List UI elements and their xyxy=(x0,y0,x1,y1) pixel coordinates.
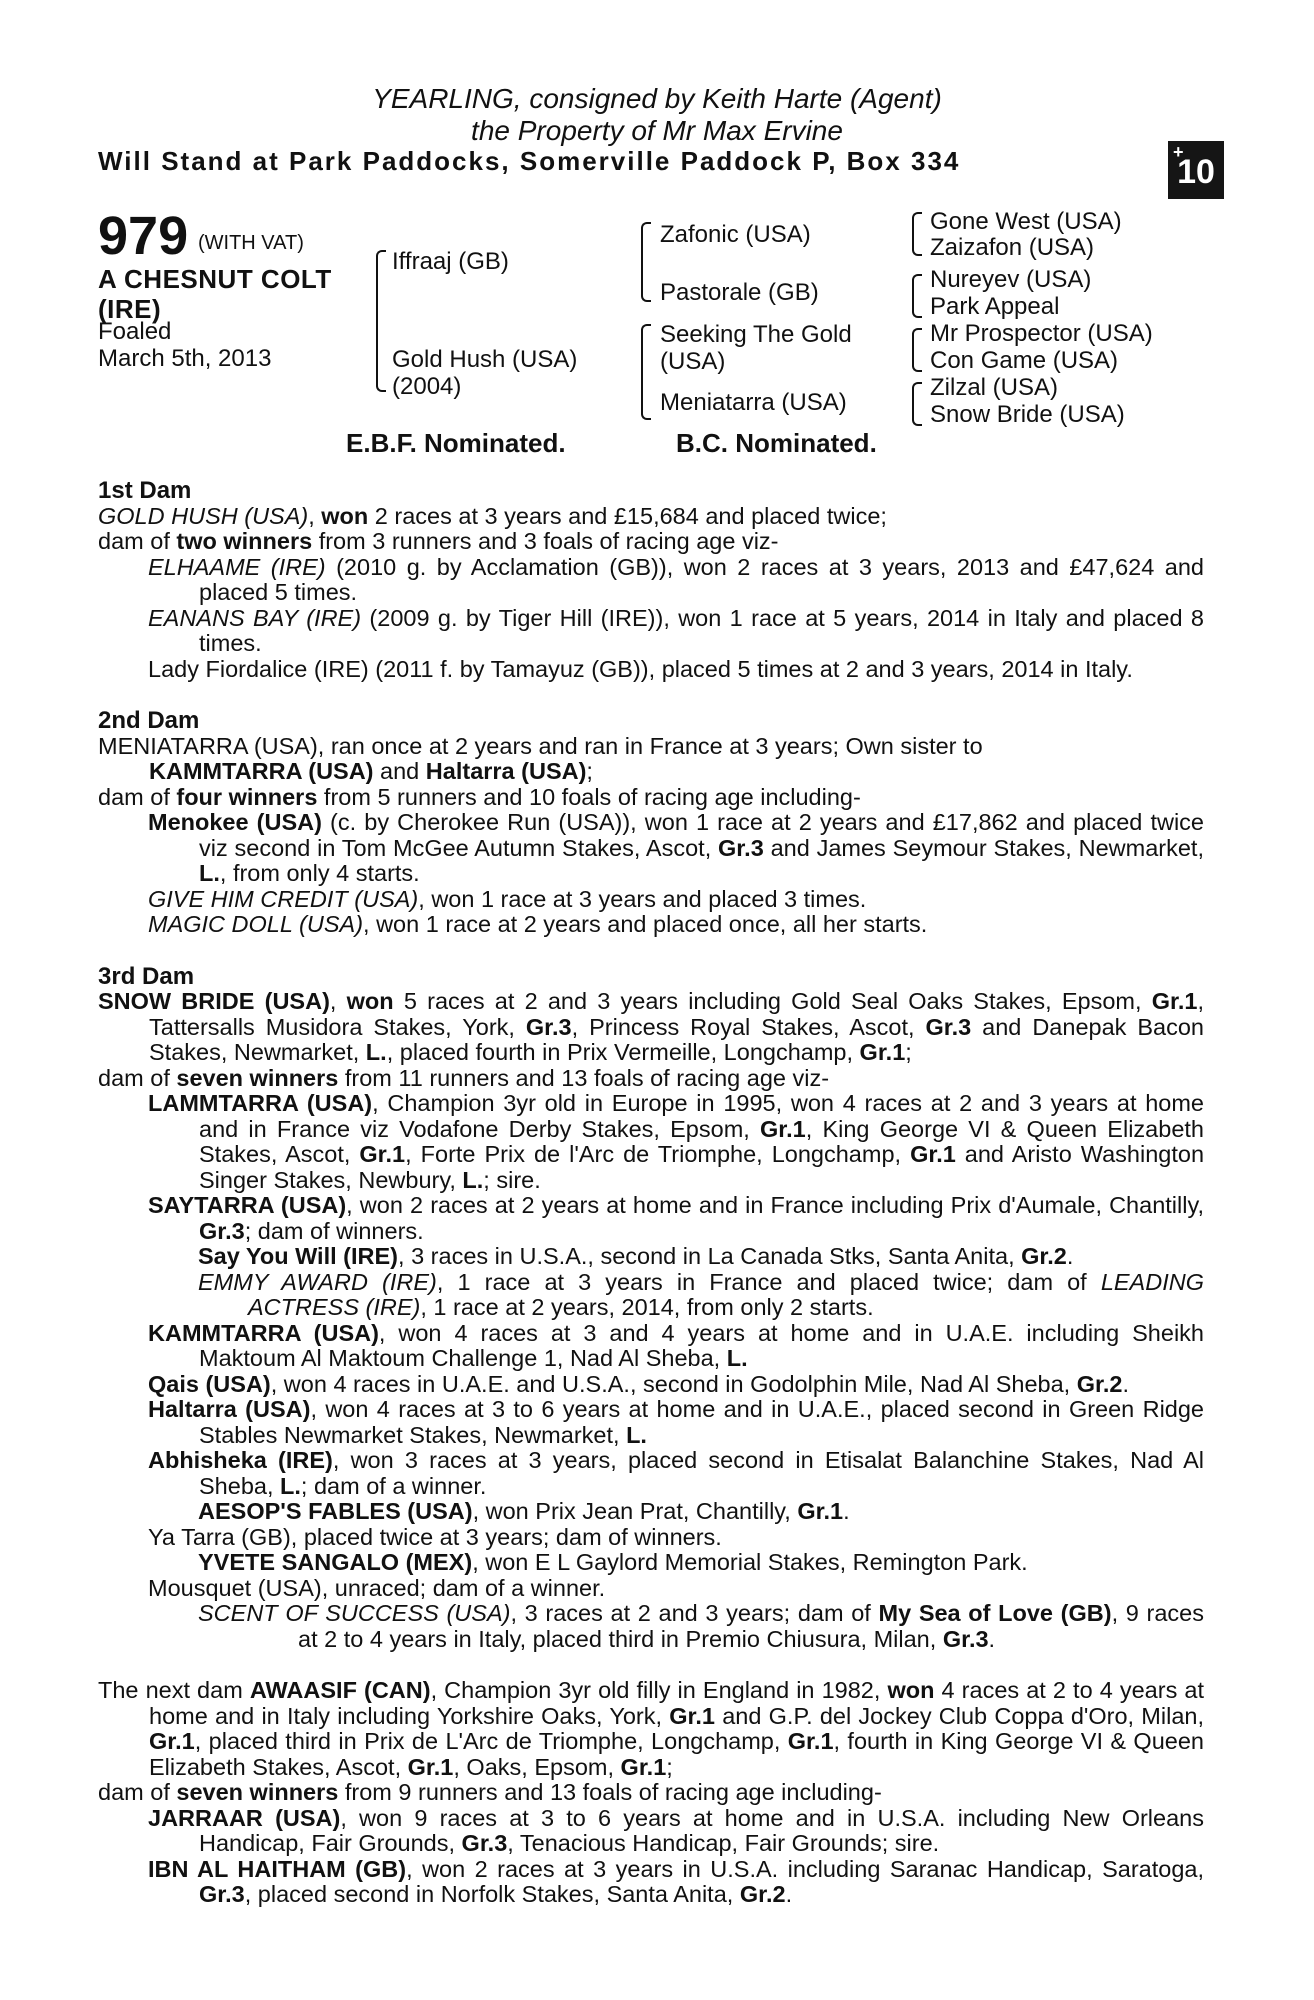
horse-name: SNOW BRIDE (USA) xyxy=(98,988,330,1014)
first-dam-record: 2 races at 3 years and £15,684 and placed twice; xyxy=(368,502,887,529)
text: , 1 race at 2 years, 2014, from only 2 starts. xyxy=(420,1294,874,1320)
text: . xyxy=(988,1625,996,1652)
ped-dss: Mr Prospector (USA) xyxy=(930,320,1153,347)
grade: Gr.3 xyxy=(718,834,764,861)
winners-count: seven winners xyxy=(176,1779,339,1805)
text: , Oaks, Epsom, xyxy=(453,1753,621,1780)
ped-dam-line1: Gold Hush (USA) xyxy=(392,346,578,373)
lot-desc-line1: A CHESNUT COLT xyxy=(98,264,332,294)
text: . xyxy=(1122,1370,1129,1397)
text: and Aristo Washington Singer Stakes, Newbury, xyxy=(199,1141,1205,1193)
text: (c. by Cherokee Run (USA)), won 1 race at 2 years and £17,862 and placed twice viz second in Tom McGee Autumn Stakes, Ascot, xyxy=(199,809,1204,861)
brace-dd xyxy=(912,382,922,426)
text: , Forte Prix de l'Arc de Triomphe, Longchamp, xyxy=(405,1141,911,1167)
horse-name: Qais (USA) xyxy=(148,1370,271,1397)
horse-name: SAYTARRA (USA) xyxy=(148,1192,347,1218)
horse-name: AESOP'S FABLES (USA) xyxy=(198,1498,473,1524)
ped-dam-dam: Meniatarra (USA) xyxy=(660,389,847,416)
text: , from only 4 starts. xyxy=(219,860,420,886)
horse-name: My Sea of Love (GB) xyxy=(878,1600,1112,1626)
ped-ddd: Snow Bride (USA) xyxy=(930,401,1125,428)
ped-dam-line2: (2004) xyxy=(392,373,462,400)
text: , Princess Royal Stakes, Ascot, xyxy=(571,1013,926,1040)
text: , won 4 races in U.A.E. and U.S.A., second in Godolphin Mile, Nad Al Sheba, xyxy=(270,1370,1077,1397)
text: . xyxy=(785,1881,793,1907)
winners-count: four winners xyxy=(176,783,318,810)
text: , 1 race at 3 years in France and placed twice; dam of xyxy=(436,1268,1101,1295)
grade: Gr.3 xyxy=(525,1013,572,1040)
text: , won 4 races at 3 and 4 years at home and in U.A.E. including Sheikh Maktoum Al Maktoum Challenge 1, Nad Al Sheba, xyxy=(199,1319,1204,1371)
brace-sd xyxy=(912,274,922,318)
winners-count: seven winners xyxy=(176,1064,339,1091)
horse-name: Say You Will (IRE) xyxy=(198,1243,399,1269)
horse-record: Ya Tarra (GB), placed twice at 3 years; dam of winners. xyxy=(148,1523,722,1550)
text: ; dam of winners. xyxy=(244,1217,424,1244)
produce-item xyxy=(98,555,1204,606)
horse-record: Lady Fiordalice (IRE) (2011 f. by Tamayuz (GB)), placed 5 times at 2 and 3 years, 2014 in Italy. xyxy=(148,655,1133,682)
consignor-line: YEARLING, consigned by Keith Harte (Agent) xyxy=(372,83,942,114)
text: from 3 runners and 3 foals of racing age viz- xyxy=(312,528,779,554)
horse-name: LAMMTARRA (USA) xyxy=(148,1090,373,1116)
grade: Gr.1 xyxy=(1151,988,1198,1014)
horse-name: GIVE HIM CREDIT (USA) xyxy=(148,885,419,912)
grade: Gr.1 xyxy=(620,1753,667,1780)
horse-name: Menokee (USA) xyxy=(148,809,322,835)
grade: L. xyxy=(726,1345,748,1371)
text: , won 3 races at 3 years, placed second in Etisalat Balanchine Stakes, Nad Al Sheba, xyxy=(199,1447,1204,1499)
horse-name: IBN AL HAITHAM (GB) xyxy=(148,1855,407,1882)
grade: L. xyxy=(365,1039,387,1065)
grand-produce-item xyxy=(98,1244,1204,1270)
catalogue-body xyxy=(98,478,1204,1908)
horse-name: YVETE SANGALO (MEX) xyxy=(198,1549,473,1575)
text: , fourth in King George VI & Queen Elizabeth Stakes, Ascot, xyxy=(149,1728,1204,1780)
ped-sire-dam: Pastorale (GB) xyxy=(660,279,819,306)
sire-dam-brace xyxy=(376,250,386,392)
ped-sire-sire: Zafonic (USA) xyxy=(660,221,811,248)
ped-dam xyxy=(392,346,577,400)
grade: Gr.2 xyxy=(739,1881,786,1907)
grade: Gr.1 xyxy=(910,1141,956,1167)
grade: L. xyxy=(280,1472,301,1499)
text: from 5 runners and 10 foals of racing age including- xyxy=(317,783,861,810)
text: , Champion 3yr old in Europe in 1995, won 4 races at 2 and 3 years at home and in France viz Vodafone Derby Stakes, Epsom, xyxy=(199,1090,1205,1142)
produce-item xyxy=(98,1372,1204,1398)
text: , 3 races at 2 and 3 years; dam of xyxy=(510,1600,879,1626)
text: , Champion 3yr old filly in England in 1982, xyxy=(430,1677,888,1703)
horse-name: AWAASIF (CAN) xyxy=(249,1677,431,1703)
foaled-info xyxy=(98,318,271,372)
horse-name: KAMMTARRA (USA) xyxy=(148,1319,379,1346)
lot-badge xyxy=(1168,141,1224,199)
ebf-nominated: E.B.F. Nominated. xyxy=(346,428,566,458)
text: . xyxy=(843,1498,850,1524)
text: 4 races at 2 to 4 years at home and in Italy including Yorkshire Oaks, York, xyxy=(149,1677,1204,1729)
lot-number: 979 xyxy=(98,206,189,266)
next-dam-produce-line xyxy=(98,1780,1204,1806)
horse-name: ELHAAME (IRE) xyxy=(148,553,326,580)
produce-item xyxy=(98,1806,1204,1857)
lot-description xyxy=(98,264,332,324)
sire-parents-brace xyxy=(641,222,651,302)
ped-dsd: Con Game (USA) xyxy=(930,347,1119,374)
text: , 9 races at 2 to 4 years in Italy, placed third in Premio Chiusura, Milan, xyxy=(298,1600,1204,1652)
text: ; dam of a winner. xyxy=(300,1472,487,1499)
grade: Gr.1 xyxy=(407,1753,454,1780)
third-dam-produce-line xyxy=(98,1066,1204,1092)
produce-item xyxy=(98,1448,1204,1499)
horse-name: EMMY AWARD (IRE) xyxy=(198,1268,437,1295)
produce-item xyxy=(98,606,1204,657)
text: , placed fourth in Prix Vermeille, Longchamp, xyxy=(386,1039,860,1065)
grade: Gr.1 xyxy=(760,1115,806,1142)
grade: Gr.1 xyxy=(669,1702,715,1729)
foaled-date: March 5th, 2013 xyxy=(98,345,272,372)
grade: Gr.2 xyxy=(1076,1370,1123,1397)
produce-item xyxy=(98,657,1204,683)
text: , won E L Gaylord Memorial Stakes, Remington Park. xyxy=(472,1549,1028,1575)
text: ; sire. xyxy=(483,1166,541,1193)
text: , won 9 races at 3 to 6 years at home and in U.S.A. including New Orleans Handicap, Fair Grounds, xyxy=(199,1804,1204,1856)
horse-name: SCENT OF SUCCESS (USA) xyxy=(198,1600,511,1626)
first-dam-produce-line xyxy=(98,529,1204,555)
grand-produce-item xyxy=(98,1499,1204,1525)
text: , Tattersalls Musidora Stakes, York, xyxy=(149,988,1205,1040)
produce-item xyxy=(98,1193,1204,1244)
text: and James Seymour Stakes, Newmarket, xyxy=(763,834,1204,861)
produce-item xyxy=(98,1091,1204,1193)
text: ; xyxy=(586,758,593,784)
brace-ds xyxy=(912,328,922,372)
text: and Danepak Bacon Stakes, Newmarket, xyxy=(149,1013,1204,1065)
grade: Gr.3 xyxy=(461,1830,508,1856)
text: The next dam xyxy=(98,1677,250,1703)
text: ; xyxy=(905,1039,912,1065)
grand-produce-item xyxy=(98,1550,1204,1576)
second-dam-heading: 2nd Dam xyxy=(98,707,200,734)
dam-parents-brace xyxy=(641,324,651,420)
winners-count: two winners xyxy=(176,528,313,554)
ped-dam-sire-line2: (USA) xyxy=(660,348,726,375)
third-dam-line xyxy=(98,989,1204,1066)
text: dam of xyxy=(98,783,177,810)
text: , won Prix Jean Prat, Chantilly, xyxy=(472,1498,798,1524)
won-label: won xyxy=(346,988,394,1014)
lot-desc-line2: (IRE) xyxy=(98,294,162,324)
first-dam-line: GOLD HUSH (USA), won 2 races at 3 years and £15,684 and placed twice; xyxy=(98,502,887,529)
text: 5 races at 2 and 3 years including Gold Seal Oaks Stakes, Epsom, xyxy=(393,988,1152,1014)
grade: Gr.3 xyxy=(199,1881,245,1907)
grade: Gr.1 xyxy=(859,1039,906,1065)
text: , placed second in Norfolk Stakes, Santa Anita, xyxy=(244,1881,740,1907)
grade: Gr.1 xyxy=(149,1728,195,1754)
horse-record: (2009 g. by Tiger Hill (IRE)), won 1 race at 5 years, 2014 in Italy and placed 8 times. xyxy=(199,604,1204,656)
text: , 3 races in U.S.A., second in La Canada Stks, Santa Anita, xyxy=(398,1243,1022,1269)
text: , won 2 races at 3 years in U.S.A. including Saranac Handicap, Saratoga, xyxy=(406,1855,1204,1882)
ped-sds: Nureyev (USA) xyxy=(930,266,1092,293)
second-dam-sister-line xyxy=(98,759,1204,785)
ped-sss: Gone West (USA) xyxy=(930,208,1122,235)
grand-produce-item xyxy=(98,1270,1204,1321)
ped-dds: Zilzal (USA) xyxy=(930,374,1059,401)
text: , King George VI & Queen Elizabeth Stakes, Ascot, xyxy=(199,1115,1204,1167)
ped-ssd: Zaizafon (USA) xyxy=(930,234,1095,261)
grand-produce-item xyxy=(98,1601,1204,1652)
text: ; xyxy=(666,1753,673,1780)
ped-sdd: Park Appeal xyxy=(930,293,1060,320)
produce-item xyxy=(98,887,1204,913)
grade: Gr.2 xyxy=(1021,1243,1067,1269)
text: dam of xyxy=(98,528,177,554)
text: . xyxy=(1066,1243,1074,1269)
grade: Gr.3 xyxy=(942,1625,989,1652)
owner-line: the Property of Mr Max Ervine xyxy=(471,115,843,146)
text: , xyxy=(329,988,347,1014)
grade: L. xyxy=(626,1421,647,1448)
text: dam of xyxy=(98,1779,177,1805)
horse-name: Abhisheka (IRE) xyxy=(148,1447,333,1473)
second-dam-produce-line xyxy=(98,785,1204,811)
grade: L. xyxy=(199,860,220,886)
badge-number: 10 xyxy=(1177,153,1215,191)
horse-record: , won 1 race at 3 years and placed 3 times. xyxy=(418,885,867,912)
foaled-label: Foaled xyxy=(98,318,172,345)
horse-record: , won 1 race at 2 years and placed once, all her starts. xyxy=(363,911,928,937)
ped-sire: Iffraaj (GB) xyxy=(392,248,509,275)
first-dam-name: GOLD HUSH (USA) xyxy=(98,502,309,529)
grade: Gr.3 xyxy=(925,1013,972,1040)
horse-record: (2010 g. by Acclamation (GB)), won 2 races at 3 years, 2013 and £47,624 and placed 5 times. xyxy=(199,553,1204,605)
bc-nominated: B.C. Nominated. xyxy=(676,428,877,458)
grade: Gr.1 xyxy=(787,1728,834,1754)
text: and G.P. del Jockey Club Coppa d'Oro, Milan, xyxy=(714,1702,1204,1729)
won-label: won xyxy=(887,1677,935,1703)
produce-item xyxy=(98,1525,1204,1551)
horse-name: EANANS BAY (IRE) xyxy=(148,604,362,631)
badge-plus: + xyxy=(1173,142,1184,162)
third-dam-heading: 3rd Dam xyxy=(98,962,195,990)
text: from 11 runners and 13 foals of racing age viz- xyxy=(338,1064,830,1091)
ped-dam-sire xyxy=(660,321,852,375)
ped-dam-sire-line1: Seeking The Gold xyxy=(660,321,852,348)
horse-record: Mousquet (USA), unraced; dam of a winner. xyxy=(148,1574,606,1601)
horse-name: KAMMTARRA (USA) xyxy=(149,758,374,784)
produce-item xyxy=(98,912,1204,938)
produce-item xyxy=(98,1576,1204,1602)
horse-name: Haltarra (USA) xyxy=(148,1396,311,1422)
vat-note: (WITH VAT) xyxy=(198,232,304,254)
text: from 9 runners and 13 foals of racing age including- xyxy=(338,1779,882,1805)
produce-item xyxy=(98,1397,1204,1448)
brace-ss xyxy=(912,212,922,256)
grade: L. xyxy=(462,1166,484,1193)
horse-name: MAGIC DOLL (USA) xyxy=(148,911,364,937)
horse-name: LEADING ACTRESS (IRE) xyxy=(248,1268,1204,1320)
produce-item xyxy=(98,1857,1204,1908)
first-dam-heading: 1st Dam xyxy=(98,477,192,504)
text: , placed third in Prix de L'Arc de Triomphe, Longchamp, xyxy=(194,1728,788,1754)
text: , won 2 races at 2 years at home and in France including Prix d'Aumale, Chantilly, xyxy=(346,1192,1204,1218)
stand-location: Will Stand at Park Paddocks, Somerville Paddock P, Box 334 xyxy=(98,146,961,176)
grade: Gr.3 xyxy=(199,1217,245,1244)
produce-item xyxy=(98,810,1204,887)
grade: Gr.1 xyxy=(359,1141,406,1167)
produce-item xyxy=(98,1321,1204,1372)
text: , Tenacious Handicap, Fair Grounds; sire. xyxy=(507,1830,940,1856)
horse-name: JARRAAR (USA) xyxy=(148,1804,341,1831)
grade: Gr.1 xyxy=(797,1498,844,1524)
text: , won 4 races at 3 to 6 years at home and in U.A.E., placed second in Green Ridge Stables Newmarket Stakes, Newmarket, xyxy=(199,1396,1205,1448)
text: dam of xyxy=(98,1064,177,1091)
horse-name: Haltarra (USA) xyxy=(425,758,587,784)
text: and xyxy=(373,758,426,784)
second-dam-line: MENIATARRA (USA), ran once at 2 years and ran in France at 3 years; Own sister to xyxy=(98,732,983,759)
next-dam-line xyxy=(98,1678,1204,1780)
won-label: won xyxy=(321,502,369,529)
